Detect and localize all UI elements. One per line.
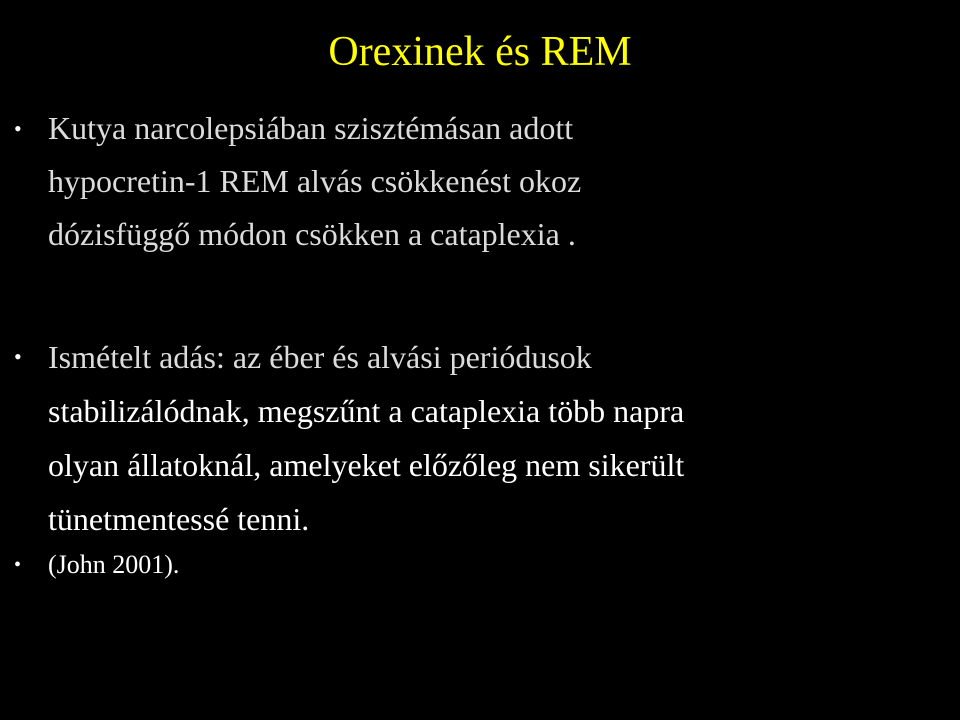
bullet-dot-icon: • — [14, 344, 22, 369]
bullet-2-line-3: olyan állatoknál, amelyeket előzőleg nem sikerült — [48, 447, 685, 483]
bullet-1-line-1: Kutya narcolepsiában szisztémásan adott — [48, 110, 574, 146]
bullet-2-line-4: tünetmentessé tenni. — [48, 501, 310, 537]
bullet-3-text — [48, 548, 944, 582]
bullet-dot-icon: • — [14, 554, 22, 576]
bullet-2-line-1: Ismételt adás: az éber és alvási periódusok — [48, 339, 592, 375]
bullet-1-line-2: hypocretin-1 REM alvás csökkenést okoz — [48, 163, 582, 199]
bullet-1 — [14, 102, 944, 261]
slide-title — [0, 28, 960, 76]
bullet-2 — [14, 330, 944, 546]
slide-title-text: Orexinek és REM — [328, 29, 632, 75]
bullet-1-line-3: dózisfüggő módon csökken a cataplexia . — [48, 216, 576, 252]
bullet-1-text — [48, 102, 944, 261]
bullet-dot-icon: • — [14, 116, 22, 141]
bullet-2-text — [48, 330, 944, 546]
bullet-3 — [14, 548, 944, 582]
bullet-2-line-2: stabilizálódnak, megszűnt a cataplexia több napra — [48, 393, 685, 429]
bullet-3-line-1: (John 2001). — [48, 550, 180, 579]
